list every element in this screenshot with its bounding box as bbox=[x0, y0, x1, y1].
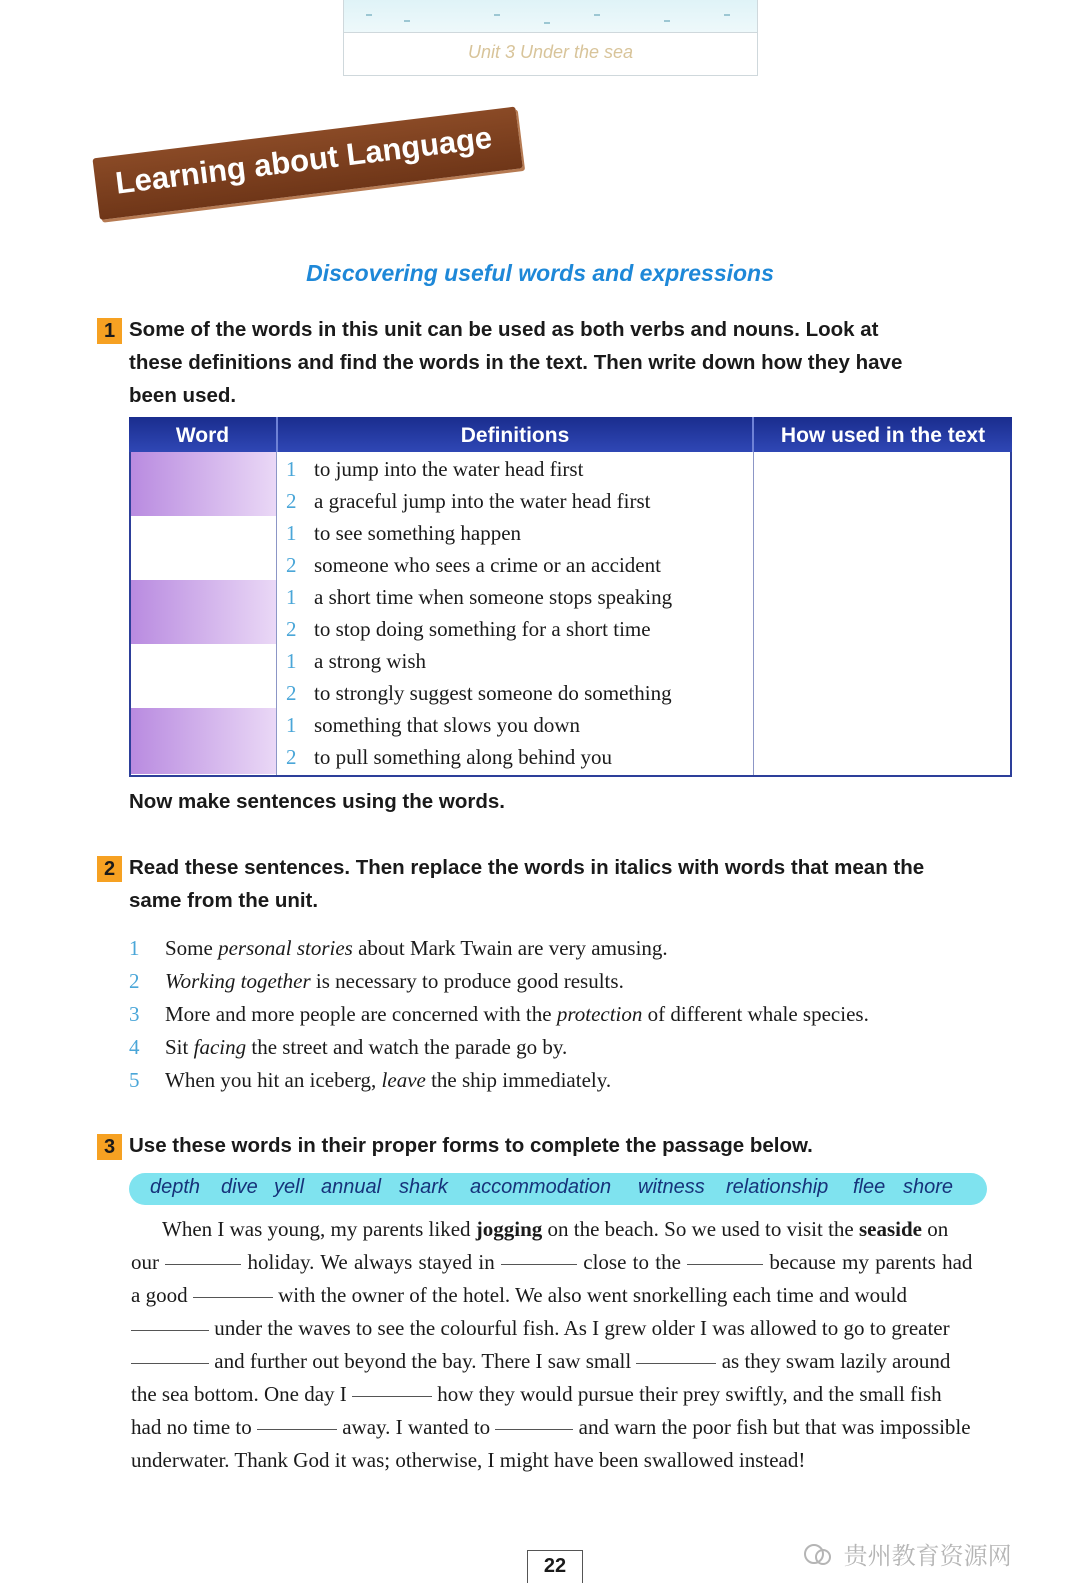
definition-row: 2 a graceful jump into the water head first bbox=[286, 489, 651, 513]
word-bank-item: shore bbox=[903, 1176, 954, 1198]
italic-phrase: Working together bbox=[165, 969, 311, 993]
word-bank-item: relationship bbox=[726, 1176, 829, 1198]
exercise-3-instruction: Use these words in their proper forms to complete the passage below. bbox=[129, 1134, 813, 1157]
word-bank-item: dive bbox=[221, 1176, 258, 1198]
exercise-2-instruction bbox=[129, 851, 924, 917]
italic-phrase: personal stories bbox=[218, 936, 353, 960]
definitions-table bbox=[129, 417, 1012, 777]
definition-row: 2 to pull something along behind you bbox=[286, 745, 613, 769]
unit-title: Unit 3 Under the sea bbox=[467, 42, 634, 62]
instruction-line: these definitions and find the words in the text. Then write down how they have bbox=[129, 351, 903, 374]
word-bank-item: witness bbox=[638, 1176, 705, 1198]
passage-line: under the waves to see the colourful fish. As I grew older I was allowed to go to greater bbox=[131, 1312, 1008, 1345]
definition-row: 1 to jump into the water head first bbox=[286, 457, 584, 481]
section-title: Learning about Language bbox=[113, 119, 494, 201]
italic-phrase: leave bbox=[381, 1068, 426, 1092]
definition-row: 1 a strong wish bbox=[286, 649, 426, 673]
header-word: Word bbox=[175, 424, 230, 447]
definition-row: 2 to stop doing something for a short time bbox=[286, 617, 651, 641]
word-answer-cell[interactable] bbox=[131, 644, 276, 708]
sentence-item: 2 Working together is necessary to produce good results. bbox=[129, 969, 624, 993]
instruction-line: Read these sentences. Then replace the words in italics with words that mean the bbox=[129, 856, 925, 879]
wechat-icon bbox=[800, 1542, 836, 1568]
word-answer-cell[interactable] bbox=[131, 580, 276, 644]
page-number: 22 bbox=[527, 1550, 583, 1583]
answer-blank[interactable] bbox=[193, 1296, 273, 1298]
italic-phrase: protection bbox=[556, 1002, 643, 1026]
answer-blank[interactable] bbox=[165, 1263, 241, 1265]
instruction-line: been used. bbox=[129, 384, 237, 407]
definition-row: 2 to strongly suggest someone do something bbox=[286, 681, 672, 705]
exercise-number-3: 3 bbox=[97, 1134, 122, 1160]
word-bank-item: flee bbox=[853, 1176, 886, 1198]
word-bank-item: yell bbox=[274, 1176, 305, 1198]
word-bank bbox=[129, 1173, 987, 1205]
table-header bbox=[129, 417, 1012, 452]
word-bank-item: depth bbox=[150, 1176, 201, 1198]
exercise-number-2: 2 bbox=[97, 856, 122, 882]
passage-line: and further out beyond the bay. There I saw small as they swam lazily around bbox=[131, 1345, 1008, 1378]
answer-blank[interactable] bbox=[501, 1263, 577, 1265]
sentence-item: 4 Sit facing the street and watch the parade go by. bbox=[129, 1035, 568, 1059]
passage-line: the sea bottom. One day I how they would pursue their prey swiftly, and the small fish bbox=[131, 1382, 942, 1406]
word-answer-cell[interactable] bbox=[131, 708, 276, 774]
sea-illustration bbox=[344, 0, 757, 33]
italic-phrase: facing bbox=[193, 1035, 247, 1059]
word-bank-item: accommodation bbox=[470, 1176, 612, 1198]
instruction-line: same from the unit. bbox=[129, 889, 319, 912]
passage-line: our holiday. We always stayed in close to the because my parents had bbox=[131, 1250, 973, 1274]
answer-blank[interactable] bbox=[352, 1395, 432, 1397]
sentence-item: 3 More and more people are concerned with the protection of different whale species. bbox=[129, 1002, 869, 1026]
sentence-item: 5 When you hit an iceberg, leave the ship immediately. bbox=[129, 1068, 612, 1092]
definition-row: 1 something that slows you down bbox=[286, 713, 580, 737]
exercise-1-instruction bbox=[129, 313, 902, 412]
word-bank-item: shark bbox=[399, 1176, 448, 1198]
header-definitions: Definitions bbox=[460, 424, 570, 447]
unit-header bbox=[343, 0, 758, 76]
exercise-number-1: 1 bbox=[97, 318, 122, 344]
word-answer-cell[interactable] bbox=[131, 452, 276, 516]
passage-line: When I was young, my parents liked jogging on the beach. So we used to visit the seaside on bbox=[162, 1217, 949, 1241]
section-banner bbox=[92, 107, 522, 220]
answer-blank[interactable] bbox=[257, 1428, 337, 1430]
header-how-used: How used in the text bbox=[780, 424, 986, 447]
instruction-line: Some of the words in this unit can be used as both verbs and nouns. Look at bbox=[129, 318, 879, 341]
passage-line: underwater. Thank God it was; otherwise, I might have been swallowed instead! bbox=[131, 1448, 806, 1472]
definition-row: 1 to see something happen bbox=[286, 521, 522, 545]
sentence-item: 1 Some personal stories about Mark Twain are very amusing. bbox=[129, 936, 668, 960]
word-bank-item: annual bbox=[321, 1176, 382, 1198]
passage-line: a good with the owner of the hotel. We also went snorkelling each time and would bbox=[131, 1283, 908, 1307]
word-answer-cell[interactable] bbox=[131, 516, 276, 580]
answer-blank[interactable] bbox=[636, 1362, 716, 1364]
section-subtitle: Discovering useful words and expressions bbox=[306, 260, 774, 286]
bold-word: jogging bbox=[475, 1217, 543, 1241]
answer-blank[interactable] bbox=[131, 1329, 209, 1331]
passage-line: had no time to away. I wanted to and warn the poor fish but that was impossible bbox=[131, 1415, 971, 1439]
watermark: 贵州教育资源网 bbox=[800, 1536, 1012, 1571]
exercise-1-follow-up: Now make sentences using the words. bbox=[129, 790, 505, 813]
answer-blank[interactable] bbox=[131, 1362, 209, 1364]
bold-word: seaside bbox=[858, 1217, 922, 1241]
definition-row: 1 a short time when someone stops speaking bbox=[286, 585, 673, 609]
definition-row: 2 someone who sees a crime or an accident bbox=[286, 553, 661, 577]
answer-blank[interactable] bbox=[687, 1263, 763, 1265]
how-used-answer-cell[interactable] bbox=[754, 452, 1010, 775]
answer-blank[interactable] bbox=[495, 1428, 573, 1430]
